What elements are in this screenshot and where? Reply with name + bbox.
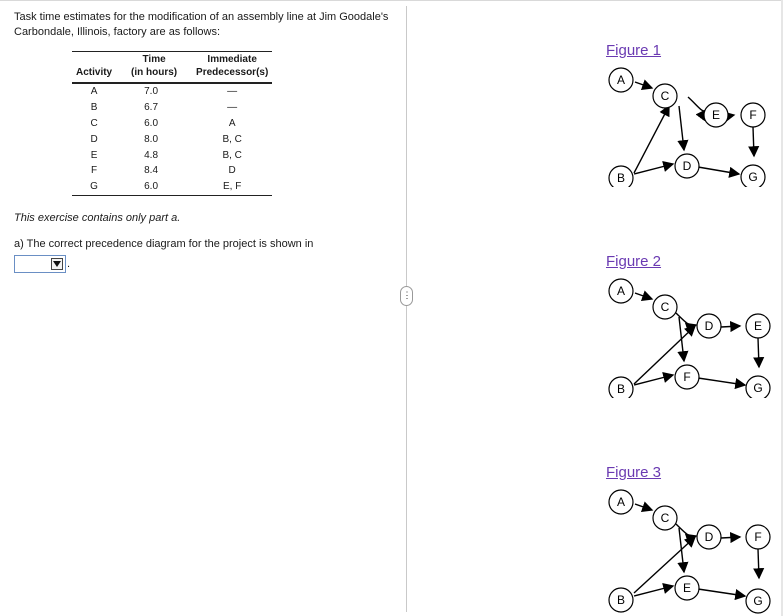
figure-2-label: Figure 2 [606,253,662,270]
edge-d-g [698,167,739,174]
drag-handle-icon[interactable]: ⋮ [400,286,413,306]
dropdown-arrow-icon[interactable] [51,258,63,270]
table-header-row [72,52,272,84]
edge-a-c [635,82,652,88]
panel-divider [406,6,407,612]
exercise-note: This exercise contains only part a. [14,212,181,224]
table-row: D 8.0 B, C [90,133,242,145]
figure-1-diagram [598,42,783,187]
node-label: G [753,381,763,395]
edge-b-e [634,164,673,174]
header-predecessors: Immediate Predecessor(s) [196,54,269,78]
node-label: G [748,170,758,184]
answer-dropdown[interactable] [14,255,66,273]
node-label: B [616,382,626,396]
node-label: B [616,593,626,607]
question-text: a) The correct precedence diagram for the project is shown in [14,238,314,250]
node-label: F [754,530,762,544]
node-label: C [660,89,670,103]
node-label: C [660,511,670,525]
intro-text: Task time estimates for the modification of an assembly line at Jim Goodale's Carbondale, Illinois, factory are as follows: [14,11,389,38]
node-label: A [616,495,626,509]
table-row: E 4.8 B, C [90,149,242,161]
edge-e-f [729,115,734,116]
edge-b-c [634,106,669,173]
figure-1 [598,42,783,185]
node-label: E [682,581,692,595]
figure-1-label: Figure 1 [606,42,662,59]
node-label: A [616,73,626,87]
table-row: B 6.7 — [90,102,238,114]
node-label: E [753,319,763,333]
edge-c-e [688,97,706,111]
header-time: Time (in hours) [131,54,178,78]
node-label: C [660,300,670,314]
header-activity: Activity [76,66,113,78]
edge-f-g [753,127,754,156]
table-row: A 7.0 — [90,86,238,98]
table-row: G 6.0 E, F [72,179,272,195]
node-label: B [616,171,626,185]
node-label: D [682,159,692,173]
node-label: D [704,319,714,333]
figure-2-diagram [598,253,783,398]
sentence-period: . [67,258,71,270]
task-time-table [72,51,272,196]
figure-3 [598,464,783,608]
figure-3-diagram [598,464,783,616]
table-row: F 8.4 D [91,165,236,177]
node-label: F [683,370,691,384]
node-label: G [753,594,763,608]
figure-2 [598,253,783,396]
edge-c-d [679,106,684,150]
node-label: E [711,108,721,122]
figure-3-label: Figure 3 [606,464,662,481]
table-row: C 6.0 A [90,117,236,129]
node-label: D [704,530,714,544]
node-label: F [749,108,757,122]
node-label: A [616,284,626,298]
